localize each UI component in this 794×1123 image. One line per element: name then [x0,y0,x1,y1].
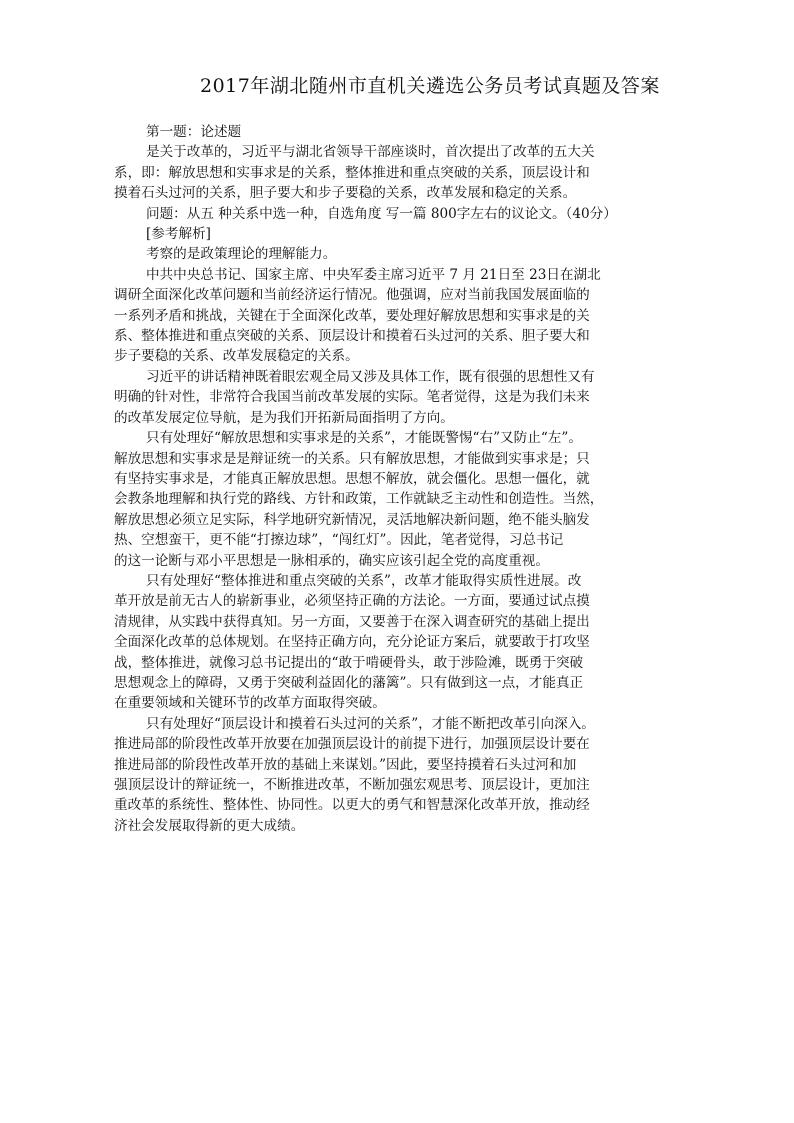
paragraph-line: 习近平的讲话精神既着眼宏观全局又涉及具体工作，既有很强的思想性又有 [146,368,595,385]
paragraph-line: 在重要领域和关键环节的改革方面取得突破。 [114,695,386,712]
paragraph-line: 会教条地理解和执行党的路线、方针和政策，工作就缺乏主动性和创造性。当然， [114,491,604,508]
paragraph-line: 清规律，从实践中获得真知。另一方面，又要善于在深入调查研究的基础上提出 [114,613,590,630]
paragraph-line: 解放思想和实事求是是辩证统一的关系。只有解放思想，才能做到实事求是；只 [114,450,590,467]
paragraph-line: 只有处理好“整体推进和重点突破的关系”，改革才能取得实质性进展。改 [146,572,582,589]
paragraph-line: 步子要稳的关系、改革发展稳定的关系。 [114,348,359,365]
paragraph-line: 推进局部的阶段性改革开放要在加强顶层设计的前提下进行，加强顶层设计要在 [114,736,590,753]
paragraph-line: 济社会发展取得新的更大成绩。 [114,817,305,834]
paragraph-line: 推进局部的阶段性改革开放的基础上来谋划。”因此，要坚持摸着石头过河和加 [114,756,577,773]
paragraph-line: 革开放是前无古人的崭新事业，必须坚持正确的方法论。一方面，要通过试点摸 [114,593,590,610]
paragraph-line: 重改革的系统性、整体性、协同性。以更大的勇气和智慧深化改革开放，推动经 [114,797,590,814]
paragraph-line: 的改革发展定位导航，是为我们开拓新局面指明了方向。 [114,409,454,426]
reference-label: [参考解析] [146,226,211,243]
paragraph-line: 解放思想必须立足实际，科学地研究新情况，灵活地解决新问题，绝不能头脑发 [114,511,590,528]
paragraph-3 [114,428,634,571]
paragraph-2 [114,367,634,428]
paragraph-line: 的这一论断与邓小平思想是一脉相承的，确实应该引起全党的高度重视。 [114,552,549,569]
intro-line: 摸着石头过河的关系，胆子要大和步子要稳的关系，改革发展和稳定的关系。 [114,185,577,202]
paragraph-line: 热、空想蛮干，更不能“打擦边球”，“闯红灯”。因此，笔者觉得，习总书记 [114,532,564,549]
paragraph-line: 系、整体推进和重点突破的关系、顶层设计和摸着石头过河的关系、胆子要大和 [114,328,590,345]
paragraph-4 [114,571,634,714]
paragraph-line: 战，整体推进，就像习总书记提出的“敢于啃硬骨头，敢于涉险滩，既勇于突破 [114,654,584,671]
paragraph-line: 明确的针对性，非常符合我国当前改革发展的实际。笔者觉得，这是为我们未来 [114,389,590,406]
paragraph-line: 全面深化改革的总体规划。在坚持正确方向，充分论证方案后，就要敢于打攻坚 [114,634,590,651]
intro-paragraph [114,142,634,203]
task-prompt: 问题：从五 种关系中选一种，自选角度 写一篇 800字左右的议论文。（40分） [146,205,617,222]
intro-line: 是关于改革的，习近平与湖北省领导干部座谈时，首次提出了改革的五大关 [146,144,595,161]
document-body [114,122,634,836]
paragraph-line: 只有处理好“顶层设计和摸着石头过河的关系”，才能不断把改革引向深入。 [146,715,595,732]
paragraph-line: 调研全面深化改革问题和当前经济运行情况。他强调，应对当前我国发展面临的 [114,287,590,304]
assessment-text: 考察的是政策理论的理解能力。 [146,246,337,263]
paragraph-1 [114,265,634,367]
document-title: 2017年湖北随州市直机关遴选公务员考试真题及答案 [200,75,660,97]
question-heading: 第一题：论述题 [146,124,242,140]
paragraph-line: 有坚持实事求是，才能真正解放思想。思想不解放，就会僵化。思想一僵化，就 [114,470,590,487]
paragraph-line: 思想观念上的障碍，又勇于突破利益固化的藩篱”。只有做到这一点，才能真正 [114,674,584,691]
paragraph-line: 只有处理好“解放思想和实事求是的关系”，才能既警惕“右”又防止“左”。 [146,430,582,447]
intro-line: 系，即：解放思想和实事求是的关系，整体推进和重点突破的关系，顶层设计和 [114,164,590,181]
paragraph-5 [114,714,634,836]
paragraph-line: 强顶层设计的辩证统一，不断推进改革，不断加强宏观思考、顶层设计，更加注 [114,777,590,793]
paragraph-line: 中共中央总书记、国家主席、中央军委主席习近平 7 月 21日至 23日在湖北 [146,266,601,283]
paragraph-line: 一系列矛盾和挑战，关键在于全面深化改革，要处理好解放思想和实事求是的关 [114,307,590,324]
